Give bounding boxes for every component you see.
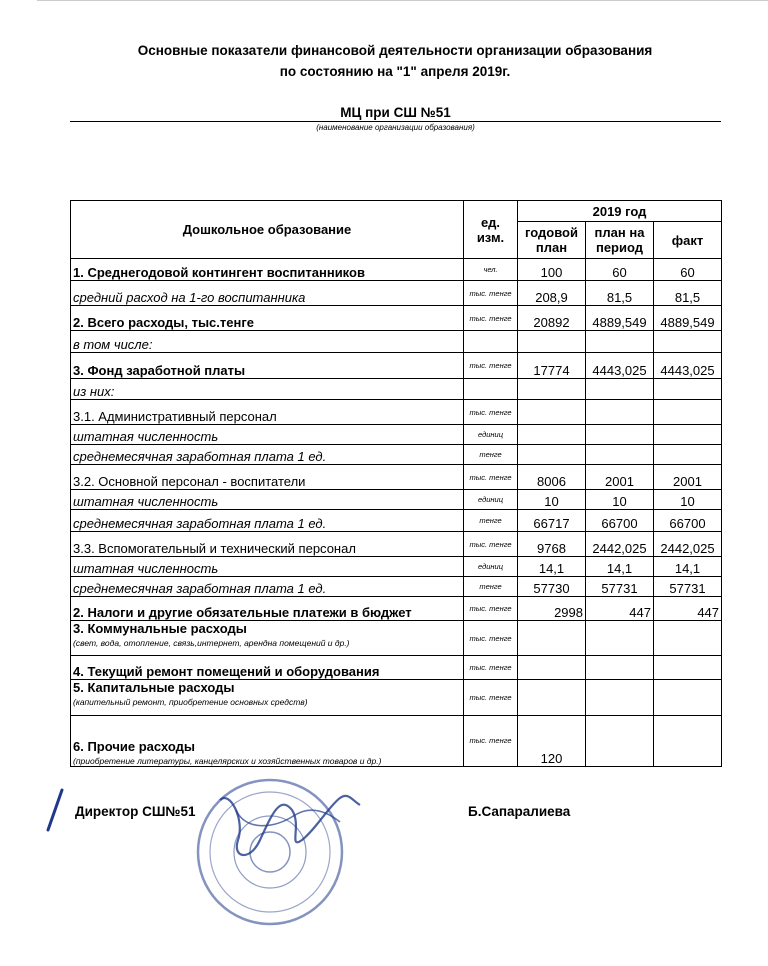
table-row xyxy=(71,510,722,532)
row-label: среднемесячная заработная плата 1 ед. xyxy=(71,577,464,597)
row-sublabel: (свет, вода, отопление, связь,интернет, арендна помещений и др.) xyxy=(73,638,350,648)
row-period: 66700 xyxy=(586,510,654,532)
table-row xyxy=(71,577,722,597)
table-row xyxy=(71,557,722,577)
row-fact: 447 xyxy=(654,597,722,621)
row-plan: 9768 xyxy=(518,532,586,557)
row-period: 4889,549 xyxy=(586,306,654,331)
row-unit: тенге xyxy=(464,510,518,532)
table-row xyxy=(71,621,722,656)
row-unit: тенге xyxy=(464,577,518,597)
row-period: 57731 xyxy=(586,577,654,597)
table-row xyxy=(71,597,722,621)
table-row xyxy=(71,445,722,465)
table-row xyxy=(71,716,722,767)
row-label: средний расход на 1-го воспитанника xyxy=(71,281,464,306)
row-label: 5. Капитальные расходы (капительный ремонт, приобретение основных средств) xyxy=(71,680,464,716)
row-unit: тенге xyxy=(464,445,518,465)
row-plan xyxy=(518,331,586,353)
row-unit xyxy=(464,379,518,400)
row-unit: единиц xyxy=(464,425,518,445)
row-plan: 208,9 xyxy=(518,281,586,306)
row-fact: 57731 xyxy=(654,577,722,597)
row-period xyxy=(586,379,654,400)
row-unit: чел. xyxy=(464,259,518,281)
report-title-line2: по состоянию на "1" апреля 2019г. xyxy=(279,64,511,79)
top-border xyxy=(37,0,768,1)
row-plan: 2998 xyxy=(518,597,586,621)
report-title-line1: Основные показатели финансовой деятельности организации образования xyxy=(137,43,653,58)
row-plan xyxy=(518,680,586,716)
row-plan xyxy=(518,425,586,445)
table-row xyxy=(71,259,722,281)
header-title: Дошкольное образование xyxy=(71,201,464,259)
row-fact: 2442,025 xyxy=(654,532,722,557)
table-row xyxy=(71,400,722,425)
table-row xyxy=(71,353,722,379)
director-title: Директор СШ№51 xyxy=(75,804,196,819)
row-plan xyxy=(518,400,586,425)
row-plan: 17774 xyxy=(518,353,586,379)
row-unit: тыс. тенге xyxy=(464,306,518,331)
row-unit: тыс. тенге xyxy=(464,353,518,379)
table-row xyxy=(71,465,722,490)
table-row xyxy=(71,331,722,353)
table-row xyxy=(71,656,722,680)
row-period: 81,5 xyxy=(586,281,654,306)
row-unit xyxy=(464,331,518,353)
row-unit: тыс. тенге xyxy=(464,400,518,425)
row-fact: 14,1 xyxy=(654,557,722,577)
row-plan xyxy=(518,379,586,400)
row-unit: тыс. тенге xyxy=(464,281,518,306)
row-unit: тыс. тенге xyxy=(464,532,518,557)
row-fact: 10 xyxy=(654,490,722,510)
header-annual-plan: годовой план xyxy=(518,222,586,259)
table-row xyxy=(71,490,722,510)
row-label: 4. Текущий ремонт помещений и оборудования xyxy=(71,656,464,680)
row-unit: тыс. тенге xyxy=(464,716,518,767)
header-year: 2019 год xyxy=(518,201,722,222)
row-unit: тыс. тенге xyxy=(464,465,518,490)
row-fact xyxy=(654,621,722,656)
row-period: 2442,025 xyxy=(586,532,654,557)
row-plan: 8006 xyxy=(518,465,586,490)
row-fact xyxy=(654,400,722,425)
org-name: МЦ при СШ №51 xyxy=(340,105,451,120)
row-period: 4443,025 xyxy=(586,353,654,379)
row-sublabel: (капительный ремонт, приобретение основных средств) xyxy=(73,697,308,707)
row-fact: 66700 xyxy=(654,510,722,532)
row-label: из них: xyxy=(71,379,464,400)
row-period xyxy=(586,656,654,680)
row-label: 3. Коммунальные расходы (свет, вода, отопление, связь,интернет, арендна помещений и др.) xyxy=(71,621,464,656)
row-plan: 120 xyxy=(518,716,586,767)
row-fact xyxy=(654,445,722,465)
row-plan xyxy=(518,656,586,680)
row-plan xyxy=(518,621,586,656)
row-period xyxy=(586,445,654,465)
row-fact: 81,5 xyxy=(654,281,722,306)
row-period xyxy=(586,716,654,767)
table-row xyxy=(71,532,722,557)
row-plan: 66717 xyxy=(518,510,586,532)
row-unit: тыс. тенге xyxy=(464,656,518,680)
table-row xyxy=(71,306,722,331)
row-label: 2. Налоги и другие обязательные платежи в бюджет xyxy=(71,597,464,621)
row-fact: 4443,025 xyxy=(654,353,722,379)
row-label: штатная численность xyxy=(71,557,464,577)
org-underline xyxy=(70,121,721,122)
row-label: в том числе: xyxy=(71,331,464,353)
row-label: 1. Среднегодовой контингент воспитанников xyxy=(71,259,464,281)
row-unit: единиц xyxy=(464,557,518,577)
table-row xyxy=(71,281,722,306)
row-unit: единиц xyxy=(464,490,518,510)
row-period: 14,1 xyxy=(586,557,654,577)
row-plan: 57730 xyxy=(518,577,586,597)
official-stamp-and-signature xyxy=(40,770,380,940)
row-unit: тыс. тенге xyxy=(464,680,518,716)
row-plan: 100 xyxy=(518,259,586,281)
header-period-plan: план на период xyxy=(586,222,654,259)
table-row xyxy=(71,379,722,400)
table-row xyxy=(71,680,722,716)
row-fact: 4889,549 xyxy=(654,306,722,331)
row-fact: 2001 xyxy=(654,465,722,490)
row-period xyxy=(586,331,654,353)
header-unit: ед. изм. xyxy=(464,201,518,259)
row-fact xyxy=(654,379,722,400)
org-caption: (наименование организации образования) xyxy=(316,123,475,132)
row-label: штатная численность xyxy=(71,490,464,510)
row-fact: 60 xyxy=(654,259,722,281)
row-plan xyxy=(518,445,586,465)
finance-table xyxy=(70,200,722,767)
row-fact xyxy=(654,656,722,680)
row-label: 3. Фонд заработной платы xyxy=(71,353,464,379)
row-label: штатная численность xyxy=(71,425,464,445)
row-fact xyxy=(654,331,722,353)
row-sublabel: (приобретение литературы, канцелярских и хозяйственных товаров и др.) xyxy=(73,756,382,766)
row-period: 2001 xyxy=(586,465,654,490)
header-fact: факт xyxy=(654,222,722,259)
row-period: 447 xyxy=(586,597,654,621)
row-label: 3.1. Административный персонал xyxy=(71,400,464,425)
table-row xyxy=(71,425,722,445)
row-fact xyxy=(654,680,722,716)
row-plan: 14,1 xyxy=(518,557,586,577)
row-fact xyxy=(654,716,722,767)
row-label: 3.2. Основной персонал - воспитатели xyxy=(71,465,464,490)
row-period: 60 xyxy=(586,259,654,281)
row-period xyxy=(586,621,654,656)
row-label: 6. Прочие расходы (приобретение литературы, канцелярских и хозяйственных товаров и др.) xyxy=(71,716,464,767)
row-label: 2. Всего расходы, тыс.тенге xyxy=(71,306,464,331)
row-unit: тыс. тенге xyxy=(464,597,518,621)
row-label: 3.3. Вспомогательный и технический персонал xyxy=(71,532,464,557)
row-label: среднемесячная заработная плата 1 ед. xyxy=(71,510,464,532)
row-plan: 20892 xyxy=(518,306,586,331)
director-name: Б.Сапаралиева xyxy=(468,804,571,819)
row-period xyxy=(586,680,654,716)
row-plan: 10 xyxy=(518,490,586,510)
row-unit: тыс. тенге xyxy=(464,621,518,656)
row-period: 10 xyxy=(586,490,654,510)
row-period xyxy=(586,400,654,425)
row-period xyxy=(586,425,654,445)
row-label: среднемесячная заработная плата 1 ед. xyxy=(71,445,464,465)
row-fact xyxy=(654,425,722,445)
